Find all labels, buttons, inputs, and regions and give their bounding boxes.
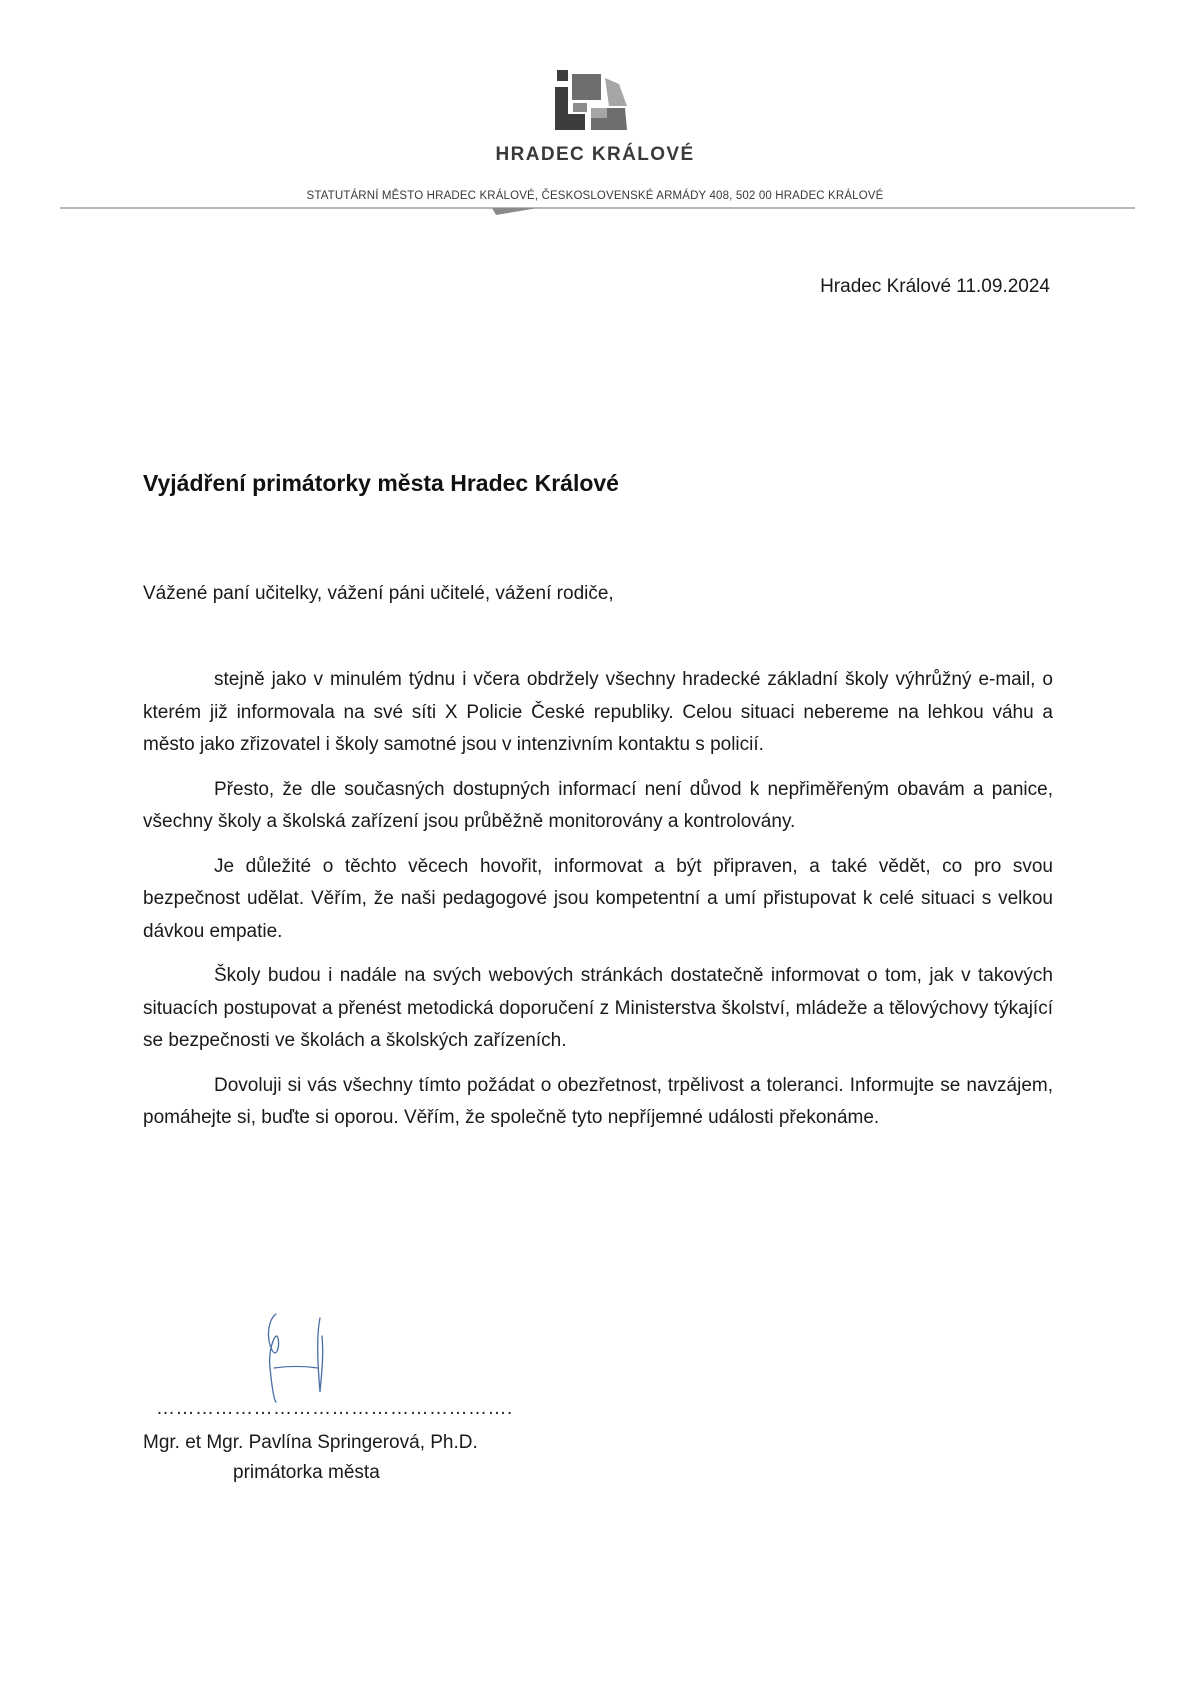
signer-role: primátorka města bbox=[233, 1462, 380, 1483]
paragraph: Přesto, že dle současných dostupných informací není důvod k nepřiměřeným obavám a panice, všechny školy a školská zařízení jsou průběžně monitorovány a kontrolovány. bbox=[143, 778, 1053, 832]
signer-name: Mgr. et Mgr. Pavlína Springerová, Ph.D. bbox=[143, 1432, 478, 1453]
salutation: Vážené paní učitelky, vážení páni učitelé, vážení rodiče, bbox=[143, 583, 614, 604]
signature-dots: ………………………………………………. bbox=[156, 1398, 513, 1419]
letterhead-address: STATUTÁRNÍ MĚSTO HRADEC KRÁLOVÉ, ČESKOSLOVENSKÉ ARMÁDY 408, 502 00 HRADEC KRÁLOVÉ bbox=[306, 190, 884, 202]
header-rule bbox=[60, 205, 1135, 219]
letter-body bbox=[143, 664, 1053, 1147]
city-name: HRADEC KRÁLOVÉ bbox=[495, 144, 695, 165]
letterhead bbox=[0, 0, 1190, 230]
paragraph: stejně jako v minulém týdnu i včera obdržely všechny hradecké základní školy výhrůžný e-mail, o kterém již informovala na své síti X Policie České republiky. Celou situaci nebereme na lehkou váhu a město jako zřizovatel i školy samotné jsou v intenzivním kontaktu s policií. bbox=[143, 669, 1053, 755]
handwritten-signature bbox=[258, 1308, 348, 1408]
paragraph: Je důležité o těchto věcech hovořit, informovat a být připraven, a také vědět, co pro svou bezpečnost udělat. Věřím, že naši pedagogové jsou kompetentní a umí přistupovat k celé situaci s velkou dávkou empatie. bbox=[143, 855, 1053, 942]
hradec-kralove-logo-icon bbox=[555, 70, 631, 132]
date-line: Hradec Králové 11.09.2024 bbox=[820, 276, 1050, 297]
letter-title: Vyjádření primátorky města Hradec Králové bbox=[143, 470, 619, 496]
paragraph: Dovoluji si vás všechny tímto požádat o obezřetnost, trpělivost a toleranci. Informujte se navzájem, pomáhejte si, buďte si oporou. Věřím, že společně tyto nepříjemné události překonáme. bbox=[143, 1074, 1053, 1128]
paragraph: Školy budou i nadále na svých webových stránkách dostatečně informovat o tom, jak v takových situacích postupovat a přenést metodická doporučení z Ministerstva školství, mládeže a tělovýchovy týkající se bezpečnosti ve školách a školských zařízeních. bbox=[143, 965, 1053, 1051]
